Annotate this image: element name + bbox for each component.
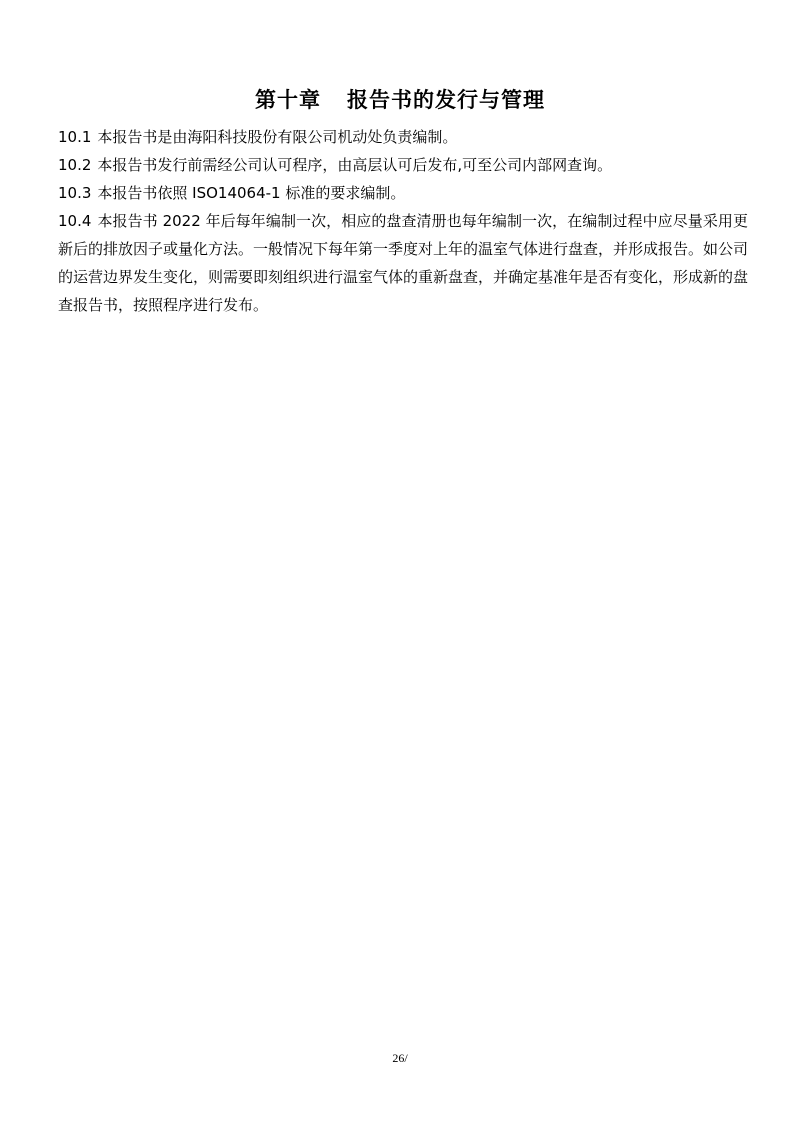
paragraph-text: 本报告书是由海阳科技股份有限公司机动处负责编制。 bbox=[97, 128, 458, 146]
chapter-content bbox=[58, 123, 748, 319]
paragraph-10-1 bbox=[58, 123, 748, 151]
chapter-title-text: 报告书的发行与管理 bbox=[347, 88, 545, 112]
paragraph-10-2 bbox=[58, 151, 748, 179]
paragraph-10-4 bbox=[58, 207, 748, 319]
paragraph-text: 本报告书依照 ISO14064-1 标准的要求编制。 bbox=[97, 184, 406, 202]
paragraph-10-3 bbox=[58, 179, 748, 207]
paragraph-text: 本报告书发行前需经公司认可程序，由高层认可后发布,可至公司内部网查询。 bbox=[97, 156, 613, 174]
chapter-number-label: 第十章 bbox=[255, 88, 321, 112]
paragraph-number: 10.4 bbox=[58, 212, 92, 230]
paragraph-number: 10.3 bbox=[58, 184, 92, 202]
paragraph-text: 本报告书 2022 年后每年编制一次，相应的盘查清册也每年编制一次，在编制过程中应尽量采用更新后的排放因子或量化方法。一般情况下每年第一季度对上年的温室气体进行盘查，并形成报告。如公司的运营边界发生变化，则需要即刻组织进行温室气体的重新盘查，并确定基准年是否有变化，形成新的盘查报告书，按照程序进行发布。 bbox=[58, 212, 749, 314]
paragraph-number: 10.1 bbox=[58, 128, 92, 146]
paragraph-number: 10.2 bbox=[58, 156, 92, 174]
chapter-title bbox=[0, 86, 800, 114]
page-number: 26/ bbox=[392, 1051, 408, 1065]
